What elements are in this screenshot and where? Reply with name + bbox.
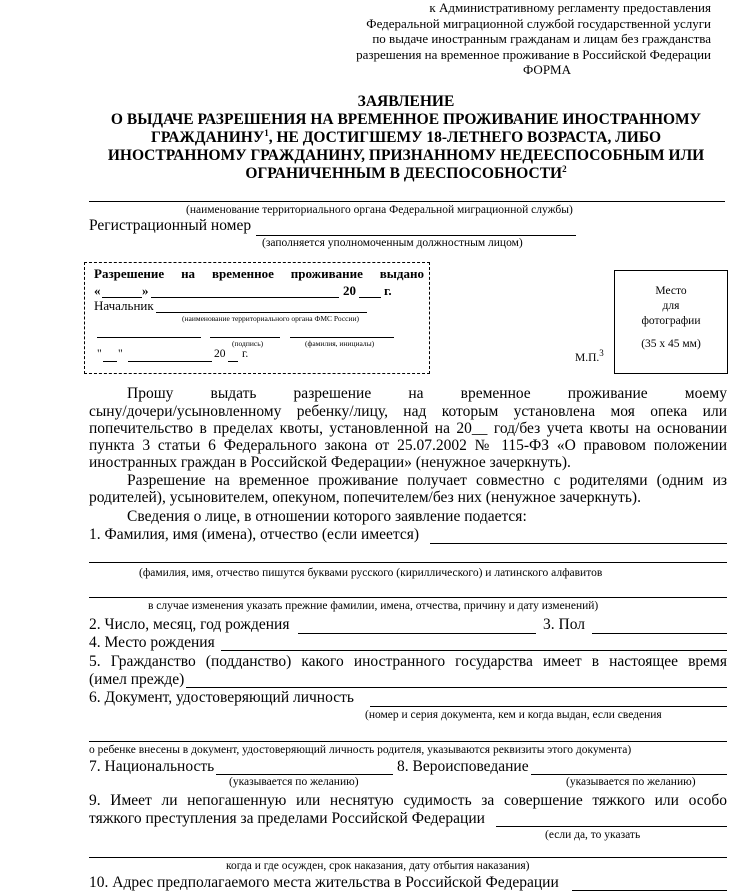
title-line: ИНОСТРАННОМУ ГРАЖДАНИНУ, ПРИЗНАННОМУ НЕДЕЕСПОСОБНЫМ ИЛИ [107,147,705,164]
chief-hint: (наименование территориального органа ФМС России) [182,314,360,323]
sign-year-field[interactable] [228,361,238,362]
stamp-label: М.П.$^3$ [575,348,604,364]
identity-document-hint-2: о ребенке внесены в документ, удостоверяющий личность родителя, указываются реквизиты этого документа) [89,744,632,756]
religion-label: 8. Вероисповедание [397,758,529,775]
authority-field[interactable] [89,201,725,202]
former-names-field[interactable] [89,597,727,598]
title-line: ЗАЯВЛЕНИЕ [357,93,455,110]
sign-year-suffix: г. [242,348,249,360]
identity-document-field[interactable] [370,706,727,707]
nationality-label: 7. Национальность [89,758,215,775]
request-paragraph-line: иностранных граждан в Российской Федерации» (ненужное зачеркнуть). [89,454,571,471]
sign-month-field[interactable] [128,361,212,362]
signature-field-2[interactable] [210,337,280,338]
registration-number-hint: (заполняется уполномоченным должностным лицом) [262,237,523,249]
permit-year-field[interactable] [359,297,381,298]
full-name-field[interactable] [430,543,727,544]
signature-hint: (подпись) [232,339,264,348]
birth-date-field[interactable] [298,633,536,634]
authority-hint: (наименование территориального органа Федеральной миграционной службы) [186,204,573,216]
citizenship-field[interactable] [186,687,727,688]
request-paragraph-line: Прошу выдать разрешение на временное проживание моему [127,385,727,402]
religion-field[interactable] [531,774,727,775]
initials-hint: (фамилия, инициалы) [305,339,375,348]
person-details-intro: Сведения о лице, в отношении которого заявление подается: [127,508,527,525]
nationality-hint: (указывается по желанию) [229,776,359,788]
cohabitants-paragraph-line: Разрешение на временное проживание получает совместно с родителями (одним из [127,472,727,489]
birth-place-label: 4. Место рождения [89,634,215,651]
header-line: к Административному регламенту предоставления [429,0,711,15]
identity-document-field-2[interactable] [89,741,727,742]
initials-field[interactable] [290,337,394,338]
sign-date-open: " [97,348,102,360]
header-line: Федеральной миграционной службой государственной услуги [366,15,711,31]
sex-field[interactable] [592,633,727,634]
intended-address-label: 10. Адрес предполагаемого места жительства в Российской Федерации [89,874,559,891]
birth-place-field[interactable] [221,650,727,651]
full-name-label: 1. Фамилия, имя (имена), отчество (если имеется) [89,526,420,543]
criminal-record-label-2: тяжкого преступления за пределами Российской Федерации [89,810,485,827]
permit-month-field[interactable] [151,297,339,298]
title-line: О ВЫДАЧЕ РАЗРЕШЕНИЯ НА ВРЕМЕННОЕ ПРОЖИВАНИЕ ИНОСТРАННОМУ [110,111,702,128]
chief-label: Начальник [94,298,154,313]
religion-hint: (указывается по желанию) [566,776,696,788]
permit-date-close: » [142,283,149,298]
header-line: разрешения на временное проживание в Российской Федерации [356,46,711,62]
permit-year-prefix: 20 [343,283,356,298]
signature-field[interactable] [97,337,201,338]
criminal-record-label: 9. Имеет ли непогашенную или неснятую судимость за совершение тяжкого или особо [89,792,727,809]
intended-address-field[interactable] [572,890,727,891]
registration-number-field[interactable] [256,235,576,236]
photo-label: Место для фотографии (35 х 45 мм) [641,285,701,350]
criminal-record-hint-2: когда и где осужден, срок наказания, дату отбытия наказания) [226,860,530,872]
cohabitants-paragraph-line: родителей), усыновителем, опекуном, попечителем/без них (ненужное зачеркнуть). [89,489,641,506]
citizenship-label: 5. Гражданство (подданство) какого иностранного государства имеет в настоящее время [89,653,727,670]
title-line: ГРАЖДАНИНУ$^1$, НЕ ДОСТИГШЕМУ 18-ЛЕТНЕГО ВОЗРАСТА, ЛИБО [150,127,662,146]
permit-year-suffix: г. [384,283,392,298]
request-paragraph-line: пункта 3 статьи 6 Федерального закона от 25.07.2002 № 115-ФЗ «О правовом положении [89,437,727,454]
header-form-label: ФОРМА [523,62,571,77]
birth-date-label: 2. Число, месяц, год рождения [89,616,290,633]
full-name-field-2[interactable] [89,562,727,563]
header-line: по выдаче иностранным гражданам и лицам без гражданства [372,31,711,46]
request-paragraph-line: попечительство в пределах квоты, установленной на 20__ год/без учета квоты на основании [89,420,727,437]
identity-document-hint: (номер и серия документа, кем и когда выдан, если сведения [365,709,662,721]
criminal-record-hint: (если да, то указать [545,829,641,841]
sex-label: 3. Пол [543,616,585,633]
request-paragraph-line: сыну/дочери/усыновленному ребенку/лицу, над которым установлена моя опека или [89,403,727,420]
citizenship-label-2: (имел прежде) [89,671,185,688]
permit-date-open: « [94,283,101,298]
nationality-field[interactable] [216,774,393,775]
identity-document-label: 6. Документ, удостоверяющий личность [89,689,354,706]
permit-issued-line: Разрешение на временное проживание выдано [94,266,424,281]
former-names-hint: в случае изменения указать прежние фамилии, имена, отчества, причину и дату изменений) [148,600,599,612]
sign-year-prefix: 20 [214,348,226,360]
sign-day-field[interactable] [103,361,117,362]
regulation-header [356,0,711,78]
criminal-record-field[interactable] [496,826,727,827]
criminal-record-field-2[interactable] [89,857,727,858]
title-line: ОГРАНИЧЕННЫМ В ДЕЕСПОСОБНОСТИ$^2$ [245,163,567,182]
document-title [0,93,756,183]
registration-number-label: Регистрационный номер [89,217,252,234]
chief-field[interactable] [156,312,367,313]
sign-date-close: " [118,348,123,360]
full-name-hint: (фамилия, имя, отчество пишутся буквами русского (кириллического) и латинского алфавитов [139,567,603,579]
